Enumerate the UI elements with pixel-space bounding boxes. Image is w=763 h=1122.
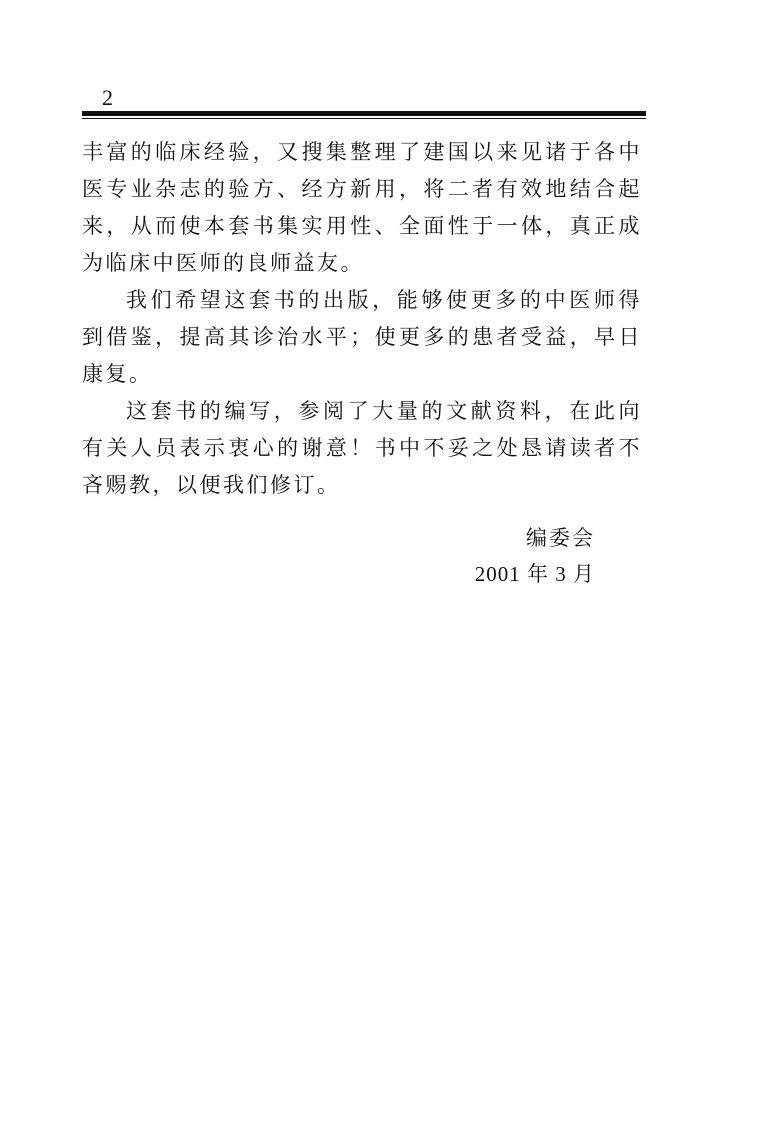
paragraph-2: 我们希望这套书的出版，能够使更多的中医师得到借鉴，提高其诊治水平；使更多的患者受益，早日康复。 [82,288,642,386]
signature-date: 2001 年 3 月 [474,562,595,586]
signature-author: 编委会 [526,526,595,550]
body-text [82,134,642,504]
signature-block [475,520,595,592]
page-number: 2 [102,85,113,110]
paragraph-3: 这套书的编写，参阅了大量的文献资料，在此向有关人员表示衷心的谢意！书中不妥之处恳请读者不吝赐教，以便我们修订。 [82,399,642,497]
paragraph-1: 丰富的临床经验，又搜集整理了建国以来见诸于各中医专业杂志的验方、经方新用，将二者有效地结合起来，从而使本套书集实用性、全面性于一体，真正成为临床中医师的良师益友。 [82,140,642,275]
header-rule [82,111,646,116]
header-rule-thin [82,118,646,119]
